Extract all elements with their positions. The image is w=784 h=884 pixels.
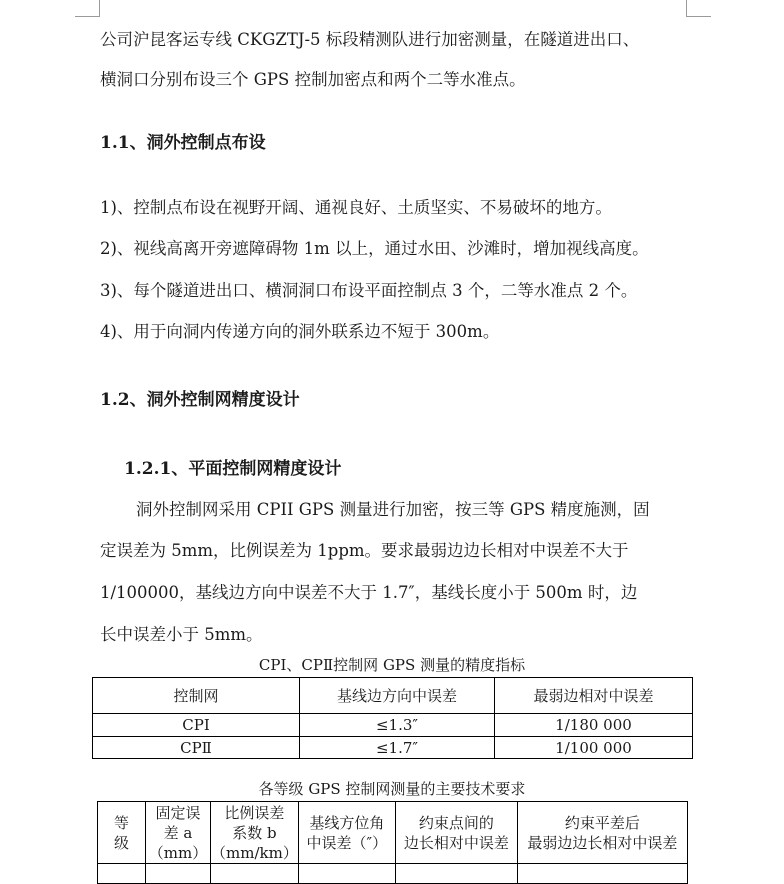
table-cell: CPⅡ (93, 737, 300, 759)
header-line: （mm/km） (211, 843, 298, 862)
table1-caption: CPⅠ、CPⅡ控制网 GPS 测量的精度指标 (258, 656, 526, 674)
paragraph-line-4: 长中误差小于 5mm。 (100, 625, 263, 644)
header-line: 中误差（″） (306, 833, 388, 852)
table-header-cell (211, 802, 299, 864)
table-cell: CPⅠ (93, 714, 300, 737)
header-line: 差 a (163, 823, 193, 842)
paragraph-line-3: 1/100000，基线边方向中误差不大于 1.7″，基线长度小于 500m 时，边 (100, 583, 638, 602)
header-line: 等 (113, 813, 129, 832)
list-item-3: 3)、每个隧道进出口、横洞洞口布设平面控制点 3 个，二等水准点 2 个。 (100, 281, 638, 300)
header-line: 最弱边边长相对中误差 (527, 833, 678, 852)
paragraph-line-2: 定误差为 5mm，比例误差为 1ppm。要求最弱边边长相对中误差不大于 (100, 541, 629, 560)
crop-mark-left-horizontal (75, 16, 100, 17)
header-line: 约束平差后 (564, 813, 640, 832)
table-header-cell (98, 802, 146, 864)
table-cell: ≤1.3″ (300, 714, 495, 737)
list-item-2: 2)、视线高离开旁遮障碍物 1m 以上，通过水田、沙滩时，增加视线高度。 (100, 239, 649, 258)
table-row (93, 737, 693, 759)
header-line: 边长相对中误差 (403, 833, 509, 852)
table-cell: 1/100 000 (495, 737, 693, 759)
paragraph-line-1: 洞外控制网采用 CPII GPS 测量进行加密，按三等 GPS 精度施测，固 (136, 500, 650, 519)
intro-line-2: 横洞口分别布设三个 GPS 控制加密点和两个二等水准点。 (100, 70, 526, 89)
crop-mark-right-horizontal (686, 16, 711, 17)
header-line: 基线方位角 (309, 813, 385, 832)
table-header-row (98, 802, 688, 864)
table-header-cell: 基线边方向中误差 (300, 678, 495, 714)
section-heading-1-2: 1.2、洞外控制网精度设计 (100, 390, 300, 410)
sub-heading-1-2-1: 1.2.1、平面控制网精度设计 (124, 459, 342, 479)
table-header-cell (395, 802, 517, 864)
table-row (93, 714, 693, 737)
table-cell: ≤1.7″ (300, 737, 495, 759)
table-header-cell: 控制网 (93, 678, 300, 714)
intro-line-1: 公司沪昆客运专线 CKGZTJ-5 标段精测队进行加密测量，在隧道进出口、 (100, 30, 640, 49)
gps-technical-requirements-table (97, 801, 688, 884)
table-header-cell (146, 802, 211, 864)
precision-index-table (92, 677, 693, 759)
list-item-1: 1)、控制点布设在视野开阔、通视良好、土质坚实、不易破坏的地方。 (100, 198, 612, 217)
header-line: 比例误差 (224, 803, 285, 822)
table-header-cell (517, 802, 687, 864)
header-line: 系数 b (232, 823, 277, 842)
crop-mark-right-vertical (686, 0, 687, 16)
header-line: 约束点间的 (418, 813, 494, 832)
table-header-row (93, 678, 693, 714)
table2-caption: 各等级 GPS 控制网测量的主要技术要求 (258, 780, 526, 798)
list-item-4: 4)、用于向洞内传递方向的洞外联系边不短于 300m。 (100, 322, 500, 341)
header-line: （mm） (148, 843, 208, 862)
section-heading-1-1: 1.1、洞外控制点布设 (100, 133, 266, 153)
header-line: 级 (113, 833, 129, 852)
table-header-cell (298, 802, 395, 864)
header-line: 固定误 (155, 803, 201, 822)
crop-mark-left-vertical (99, 0, 100, 16)
table-header-cell: 最弱边相对中误差 (495, 678, 693, 714)
table-cell: 1/180 000 (495, 714, 693, 737)
